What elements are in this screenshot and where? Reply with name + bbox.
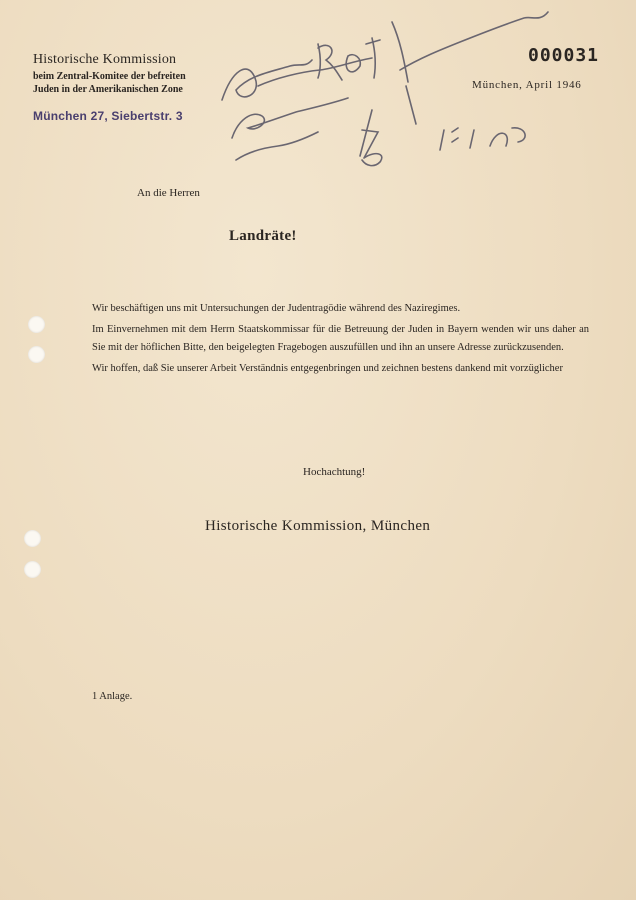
punch-hole [28,316,45,333]
addressee-heading: Landräte! [229,228,297,244]
salutation: An die Herren [137,187,200,199]
punch-hole [28,346,45,363]
enclosure-note: 1 Anlage. [92,691,133,702]
closing: Hochachtung! [303,466,366,478]
letterhead-org-name: Historische Kommission [33,52,177,67]
signature-block: Historische Kommission, München [205,518,431,534]
letterhead-org-line3: Juden in der Amerikanischen Zone [33,84,183,95]
body-paragraph-1: Wir beschäftigen uns mit Untersuchungen der Judentragödie während des Naziregimes. [92,303,461,314]
punch-hole [24,561,41,578]
letter-body [92,300,589,381]
letterhead-org-line2: beim Zentral-Komitee der befreiten [33,71,186,82]
punch-hole [24,530,41,547]
document-number: 000031 [528,45,600,66]
body-paragraph-2: Im Einvernehmen mit dem Herrn Staatskommissar für die Betreuung der Juden in Bayern wenden wir uns daher an Sie mit der höflichen Bitte, den beigelegten Fragebogen auszufüllen und ihn an unsere Adresse zurückzusenden. [92,324,589,353]
address-stamp: München 27, Siebertstr. 3 [33,109,183,123]
date-line: München, April 1946 [472,79,582,91]
body-paragraph-3: Wir hoffen, daß Sie unserer Arbeit Verständnis entgegenbringen und zeichnen bestens dankend mit vorzüglicher [92,363,563,374]
